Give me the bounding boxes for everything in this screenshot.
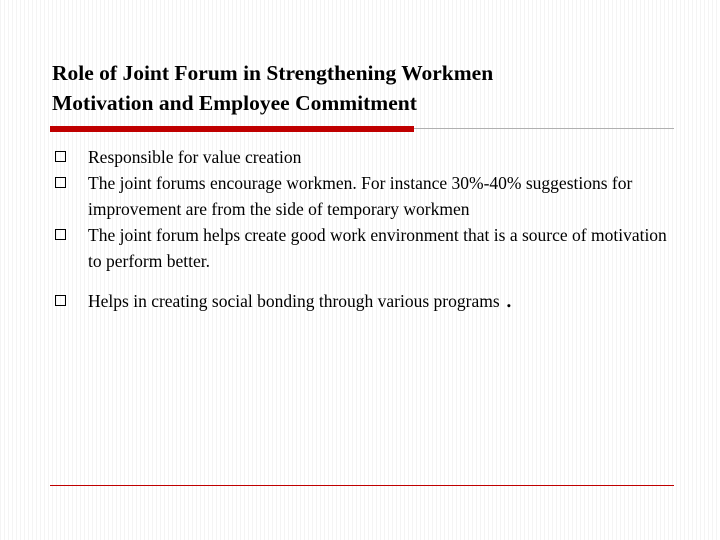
title-underline-red-bar: [50, 126, 414, 132]
bullet-item: [55, 170, 675, 222]
bullet-text: Responsible for value creation: [88, 147, 302, 167]
bullet-item: [55, 144, 675, 170]
title-underline-thin-line: [414, 128, 674, 129]
bullet-text: The joint forum helps create good work environment that is a source of motivation to perform better.: [88, 225, 667, 271]
hollow-square-bullet-icon: [55, 177, 66, 188]
bottom-rule: [50, 485, 674, 486]
bullet-text: Helps in creating social bonding through various programs: [88, 291, 500, 311]
title-line-1: Role of Joint Forum in Strengthening Workmen: [52, 61, 494, 85]
title-underline: [50, 126, 674, 132]
hollow-square-bullet-icon: [55, 151, 66, 162]
bullet-item: [55, 284, 675, 314]
bullet-list: [55, 144, 675, 314]
title-line-2: Motivation and Employee Commitment: [52, 91, 417, 115]
hollow-square-bullet-icon: [55, 295, 66, 306]
bullet-item: [55, 222, 675, 274]
bullet-trailing-period: .: [505, 284, 513, 313]
bullet-text: The joint forums encourage workmen. For instance 30%-40% suggestions for improvement are from the side of temporary workmen: [88, 173, 633, 219]
slide-title: [52, 58, 672, 118]
hollow-square-bullet-icon: [55, 229, 66, 240]
